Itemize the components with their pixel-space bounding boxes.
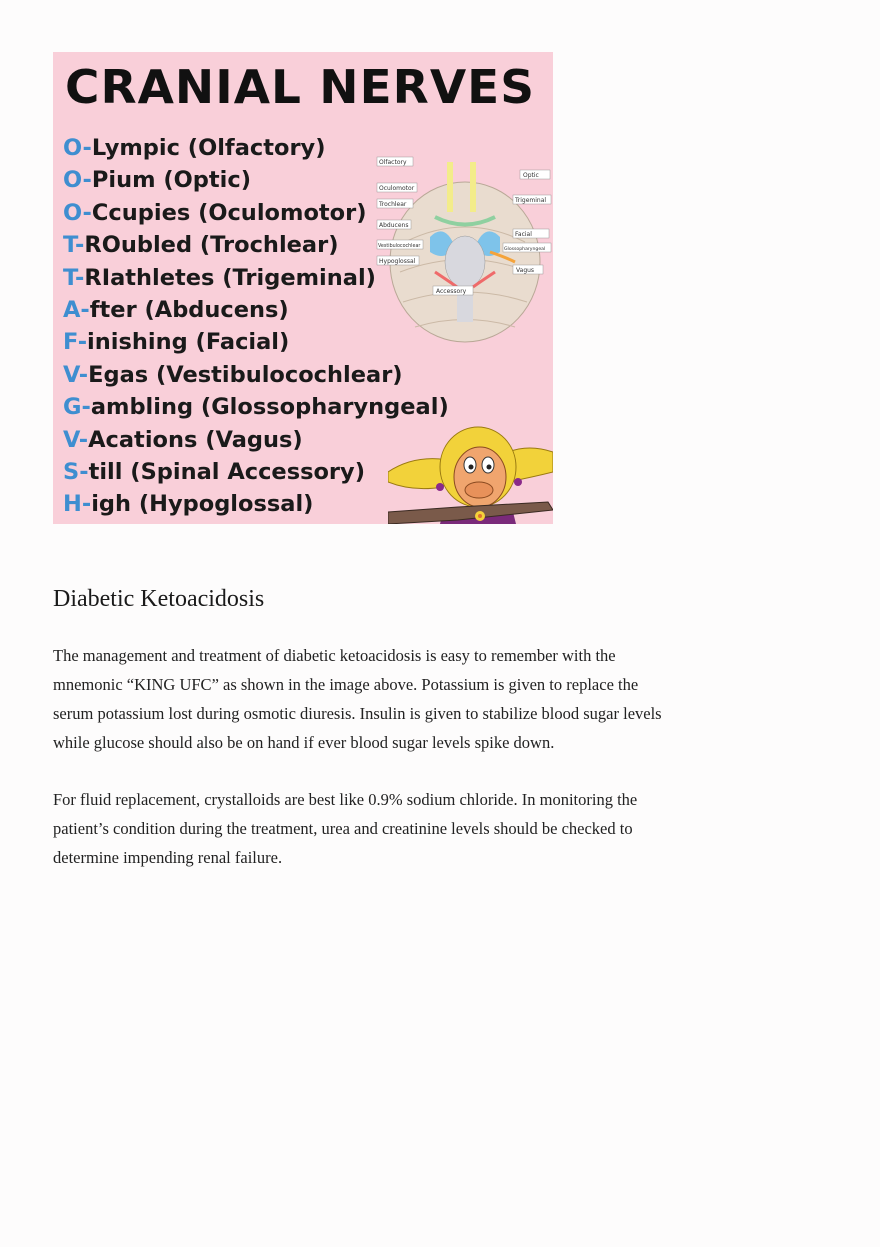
mnemonic-item: V-Egas (Vestibulocochlear): [63, 361, 403, 388]
cranial-nerves-mnemonic-image: [53, 52, 553, 524]
label-oculomotor: Oculomotor: [379, 185, 415, 192]
brain-diagram: [375, 122, 553, 352]
mnemonic-item: O-Lympic (Olfactory): [63, 135, 326, 161]
mnemonic-item: T-ROubled (Trochlear): [63, 232, 339, 259]
label-accessory: Accessory: [436, 288, 467, 295]
label-facial: Facial: [515, 231, 532, 238]
label-vagus: Vagus: [516, 267, 535, 274]
label-hypoglossal: Hypoglossal: [379, 258, 416, 265]
label-vestibulocochlear: Vestibulocochlear: [378, 244, 421, 249]
cartoon-girl-illustration: [388, 382, 553, 524]
paragraph-fluid-replacement: For fluid replacement, crystalloids are best like 0.9% sodium chloride. In monitoring the patient’s condition during the treatment, urea and creatinine levels should be checked to determine impending renal failure.: [53, 790, 638, 867]
mnemonic-item: O-Pium (Optic): [63, 167, 251, 194]
mnemonic-item: T-RIathletes (Trigeminal): [63, 264, 376, 291]
section-heading: Diabetic Ketoacidosis: [53, 586, 265, 612]
figure-title: CRANIAL NERVES: [65, 60, 536, 114]
mnemonic-item: A-fter (Abducens): [63, 296, 289, 323]
label-optic: Optic: [523, 172, 539, 179]
label-olfactory: Olfactory: [379, 159, 407, 166]
label-glossopharyngeal: Glossopharyngeal: [504, 247, 546, 252]
mnemonic-item: V-Acations (Vagus): [63, 426, 303, 453]
label-trigeminal: Trigeminal: [515, 197, 547, 204]
mnemonic-item: O-Ccupies (Oculomotor): [63, 199, 367, 226]
mnemonic-item: G-ambling (Glossopharyngeal): [63, 394, 449, 421]
mnemonic-item: F-inishing (Facial): [63, 329, 290, 356]
mnemonic-item: H-igh (Hypoglossal): [63, 491, 314, 518]
paragraph-dka-management: The management and treatment of diabetic ketoacidosis is easy to remember with the mnemonic “KING UFC” as shown in the image above. Potassium is given to replace the serum potassium lost during osmotic diuresis. Insulin is given to stabilize blood sugar levels while glucose should also be on hand if ever blood sugar levels spike down.: [53, 646, 662, 752]
label-trochlear: Trochlear: [379, 201, 407, 208]
mnemonic-item: S-till (Spinal Accessory): [63, 458, 365, 485]
label-abducens: Abducens: [379, 222, 409, 229]
